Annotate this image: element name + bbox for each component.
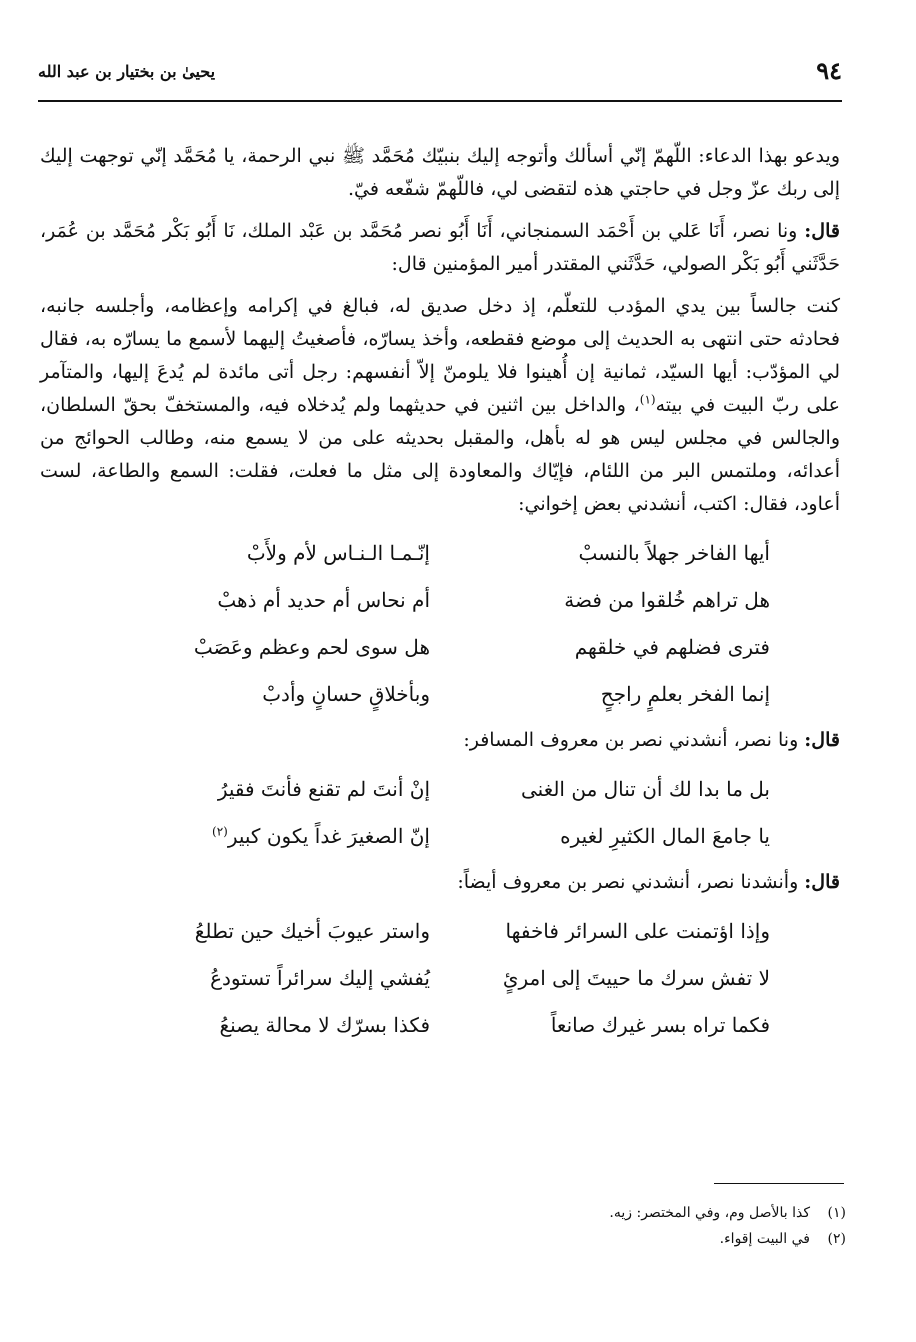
paragraph-text: ونا نصر، أَنَا عَلي بن أَحْمَد السمنجاني، أَنَا أَبُو نصر مُحَمَّد بن عَبْد الملك، نَا أَبُو بَكْر مُحَمَّد بن عُمَر، حَدَّثَني أَبُو بَكْر الصولي، حَدَّثَني المقتدر أمير المؤمنين قال: xyxy=(40,220,840,275)
paragraph-dua xyxy=(40,140,840,206)
first-hemistich: لا تفش سرك ما حييتَ إلى امرئٍ xyxy=(502,966,770,990)
footnote-rule xyxy=(714,1183,844,1184)
paragraph-intro-3 xyxy=(40,866,840,899)
poem-2 xyxy=(40,766,840,860)
verse-line xyxy=(40,813,840,860)
second-hemistich: هل سوى لحم وعظم وعَصَبْ xyxy=(193,635,430,659)
first-hemistich: يا جامعَ المال الكثيرِ لغيره xyxy=(560,824,770,848)
footnote-ref[interactable]: (١) xyxy=(639,392,656,407)
first-hemistich: فترى فضلهم في خلقهم xyxy=(574,635,770,659)
second-hemistich: وبأخلاقٍ حسانٍ وأدبْ xyxy=(262,682,430,706)
page-number: ٩٤ xyxy=(816,56,842,85)
second-hemistich xyxy=(130,820,430,853)
verse-line xyxy=(40,1002,840,1049)
poem-1 xyxy=(40,530,840,718)
speaker-label: قال: xyxy=(804,729,840,751)
speaker-label: قال: xyxy=(804,220,840,242)
footnote-number: (١) xyxy=(827,1205,846,1221)
speaker-label: قال: xyxy=(804,871,840,893)
first-hemistich: بل ما بدا لك أن تنال من الغنى xyxy=(520,777,770,801)
paragraph-intro-2 xyxy=(40,724,840,757)
second-hemistich: واستر عيوبَ أخيك حين تطلعُ xyxy=(194,919,430,943)
footnotes xyxy=(40,1200,846,1252)
first-hemistich: هل تراهم خُلقوا من فضة xyxy=(564,588,770,612)
paragraph-text: كنت جالساً بين يدي المؤدب للتعلّم، إذ دخل صديق له، فبالغ في إكرامه وإعظامه، وأجلسه جانبه، فحادثه حتى انتهى به الحديث إلى موضع فقطعه، وأخذ يسارّه، فأصغيتُ إليهما لأسمع ما يسارّه به، فقال لي المؤدّب: أيها السيّد، ثمانية إن أُهينوا فلا يلومنّ إلاّ أنفسهم: رجل أتى مائدة لم يُدعَ إليها، والمتآمر على ربّ البيت في بيته xyxy=(40,295,840,416)
verse-line xyxy=(40,908,840,955)
verse-line xyxy=(40,766,840,813)
first-hemistich: وإذا اؤتمنت على السرائر فاخفها xyxy=(505,919,770,943)
footnote-2 xyxy=(40,1226,846,1252)
poem-3 xyxy=(40,908,840,1049)
second-hemistich: إنّـمـا الـنـاس لأم ولأَبْ xyxy=(246,541,430,565)
footnote-1 xyxy=(40,1200,846,1226)
paragraph-text: وأنشدنا نصر، أنشدني نصر بن معروف أيضاً: xyxy=(457,871,805,893)
footnote-text: كذا بالأصل وم، وفي المختصر: زيه. xyxy=(609,1205,810,1221)
second-hemistich: إنْ أنتَ لم تقنع فأنتَ فقيرُ xyxy=(217,777,430,801)
paragraph-isnad xyxy=(40,215,840,281)
paragraph-story xyxy=(40,290,840,521)
footnote-number: (٢) xyxy=(827,1231,846,1247)
running-title: يحيىٰ بن بختيار بن عبد الله xyxy=(38,62,216,81)
paragraph-text: ويدعو بهذا الدعاء: اللّهمّ إنّي أسألك وأتوجه إليك بنبيّك مُحَمَّد ﷺ نبي الرحمة، يا مُحَمَّد إنّي توجهت إليك إلى ربك عزّ وجل في حاجتي هذه لتقضى لي، فاللّهمّ شفّعه فيّ. xyxy=(40,145,840,200)
first-hemistich: أيها الفاخر جهلاً بالنسبْ xyxy=(578,541,770,565)
first-hemistich: إنما الفخر بعلمٍ راجحٍ xyxy=(600,682,770,706)
verse-line xyxy=(40,671,840,718)
verse-line xyxy=(40,624,840,671)
paragraph-text: ونا نصر، أنشدني نصر بن معروف المسافر: xyxy=(463,729,805,751)
first-hemistich: فكما تراه بسر غيرك صانعاً xyxy=(550,1013,770,1037)
header-rule xyxy=(38,100,842,102)
page-header xyxy=(38,56,842,96)
second-hemistich: أم نحاس أم حديد أم ذهبْ xyxy=(217,588,430,612)
second-hemistich: يُفشي إليك سرائراً تستودعُ xyxy=(210,966,430,990)
verse-line xyxy=(40,577,840,624)
paragraph-text-continued: ، والداخل بين اثنين في حديثهما ولم يُدخلاه فيه، والمستخفّ بحقّ السلطان، والجالس في مجلس ليس هو له بأهل، والمقبل بحديثه على من لا يسمع منه، وطالب الحوائج من أعدائه، وملتمس البر من اللئام، فإيّاك والمعاودة إلى مثل ما فعلت، فقلت: السمع والطاعة، لست أعاود، فقال: اكتب، أنشدني بعض إخواني: xyxy=(40,394,840,515)
verse-line xyxy=(40,530,840,577)
main-text xyxy=(40,140,840,1055)
footnote-text: في البيت إقواء. xyxy=(719,1231,810,1247)
second-hemistich: فكذا بسرّك لا محالة يصنعُ xyxy=(219,1013,430,1037)
footnote-ref[interactable]: (٢) xyxy=(212,824,228,839)
hemistich-text: إنّ الصغيرَ غداً يكون كبير xyxy=(227,824,430,848)
verse-line xyxy=(40,955,840,1002)
